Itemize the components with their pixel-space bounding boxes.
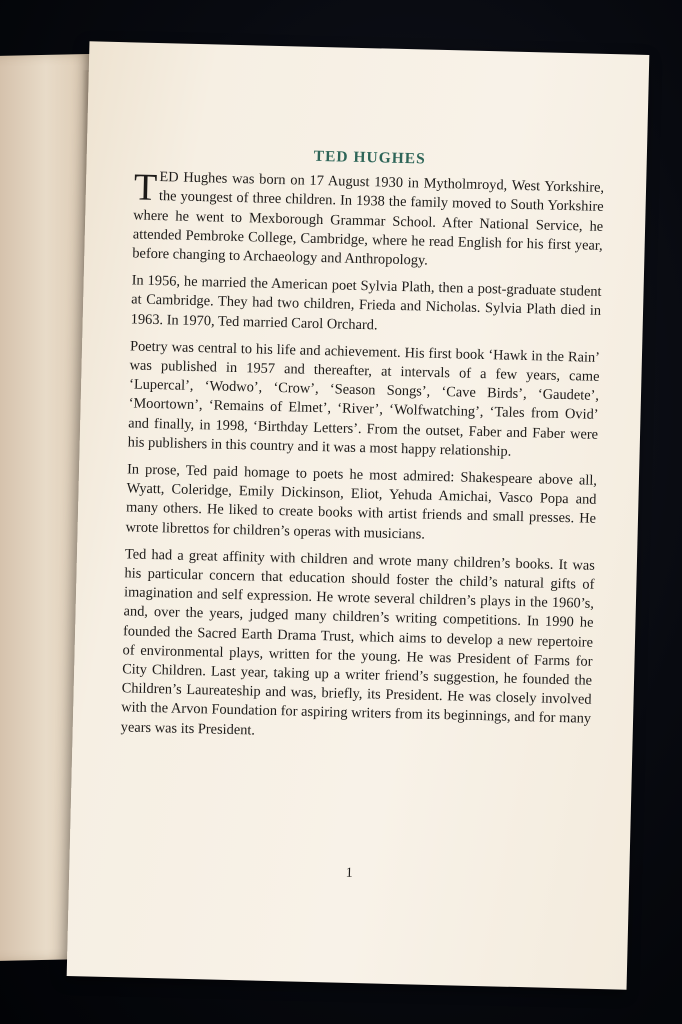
right-page (67, 41, 650, 989)
drop-cap: T (133, 166, 158, 210)
page-title: TED HUGHES (313, 147, 426, 168)
intro-text: ED Hughes was born on 17 August 1930 in Mytholmroyd, West Yorkshire, the youngest of three children. In 1938 the family moved to South Yorkshire where he went to Mexborough Grammar School. After National Service, he attended Pembroke College, Cambridge, where he read English for his first year, before changing to Archaeology and Anthropology. (132, 169, 605, 269)
page-number: 1 (345, 865, 353, 881)
page-content (120, 142, 605, 756)
paragraph-poetry: Poetry was central to his life and achievement. His first book ‘Hawk in the Rain’ was published in 1957 and thereafter, at intervals of a few years, came ‘Lupercal’, ‘Wodwo’, ‘Crow’, ‘Season Songs’, ‘Cave Birds’, ‘Gaudete’, ‘Moortown’, ‘Remains of Elmet’, ‘River’, ‘Wolfwatching’, ‘Tales from Ovid’ and finally, in 1998, ‘Birthday Letters’. From the outset, Faber and Faber were his publishers in this country and it was a most happy relationship. (127, 338, 601, 460)
paragraph-prose: In prose, Ted paid homage to poets he most admired: Shakespeare above all, Wyatt, Coleridge, Emily Dickinson, Eliot, Yehuda Amichai, Vasco Popa and many others. He liked to create books with artist friends and small presses. He wrote librettos for children’s operas with musicians. (125, 461, 598, 543)
paragraph-marriage: In 1956, he married the American poet Sylvia Plath, then a post-graduate student at Cambridge. They had two children, Frieda and Nicholas. Sylvia Plath died in 1963. In 1970, Ted married Carol Orchard. (130, 272, 602, 334)
paragraph-intro (132, 168, 604, 275)
paragraph-children: Ted had a great affinity with children and wrote many children’s books. It was his particular concern that education should foster the child’s natural gifts of imagination and self expression. He wrote several children’s plays in the 1960’s, and, over the years, judged many children’s writing competitions. In 1990 he founded the Sacred Earth Drama Trust, which aims to develop a new repertoire of environmental plays, written for the young. He was President of Farms for City Children. Last year, taking up a writer friend’s suggestion, he founded the Children’s Laureateship and was, briefly, its President. He was closely involved with the Arvon Foundation for aspiring writers from its beginnings, and for many years was its President. (120, 546, 596, 739)
